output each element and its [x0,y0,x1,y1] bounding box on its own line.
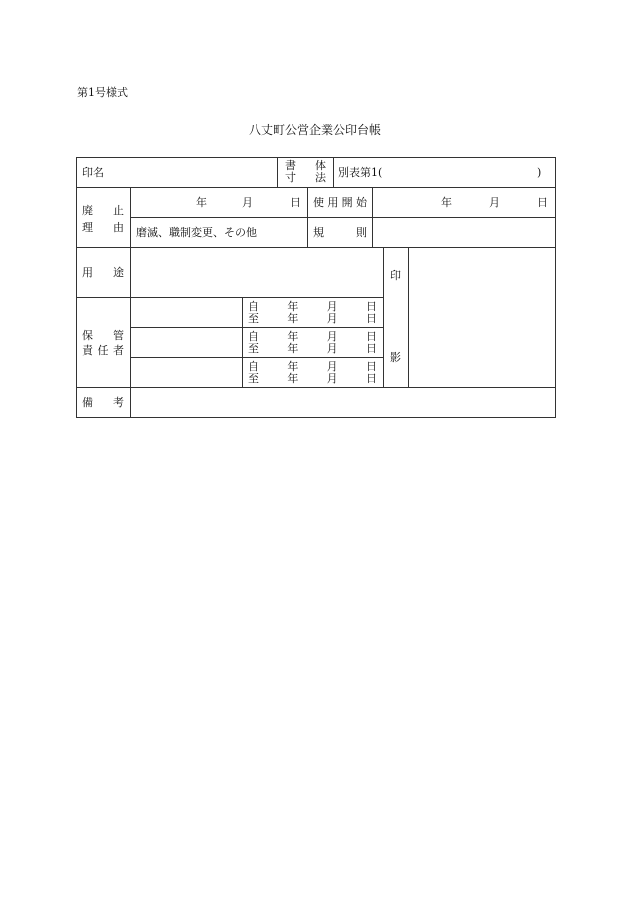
term-char: 月 [326,360,338,373]
start-day: 日 [537,196,548,209]
imprint-label-top: 印 [390,269,401,282]
term-char: 自 [248,330,259,343]
label-char: 開 [341,196,353,209]
start-use-label [313,197,367,208]
abolition-month: 月 [242,196,253,209]
remarks-label [82,397,124,408]
term-char: 日 [365,312,377,325]
start-month: 月 [489,196,500,209]
page-title: 八丈町公営企業公印台帳 [249,123,382,137]
label-char: 任 [97,344,109,357]
label-char: 責 [82,344,93,357]
usage-label [82,267,124,278]
label-char: 理 [82,221,93,234]
label-char: 書 [285,159,296,172]
label-char: 体 [315,159,326,172]
term-char: 年 [287,300,299,313]
term-to [248,313,377,324]
term-char: 年 [287,360,299,373]
term-char: 至 [248,372,259,385]
term-char: 月 [326,300,338,313]
size-value: 別表第1( [338,166,383,179]
label-char: 用 [82,266,93,279]
label-char: 止 [113,204,124,217]
label-char: 者 [113,344,124,357]
form-number: 第1号様式 [77,86,128,99]
label-char: 規 [313,226,324,239]
rule-label [313,227,367,238]
term-char: 月 [326,330,338,343]
term-from [248,331,377,342]
label-char: 廃 [82,204,93,217]
label-char: 法 [315,171,326,184]
abolition-reason: 磨滅、職制変更、その他 [136,226,257,239]
term-char: 年 [287,342,299,355]
term-char: 日 [365,360,377,373]
term-char: 月 [326,372,338,385]
abolition-label-bottom [82,222,124,233]
size-value-close: ) [537,166,542,179]
label-char: 用 [327,196,339,209]
term-char: 月 [326,342,338,355]
term-char: 至 [248,312,259,325]
term-to [248,373,377,384]
custodian-label-top [82,330,124,341]
size-label-bottom [285,172,326,183]
label-char: 途 [113,266,124,279]
term-char: 年 [287,312,299,325]
term-char: 至 [248,342,259,355]
abolition-label-top [82,205,124,216]
start-year: 年 [441,196,452,209]
term-from [248,301,377,312]
label-char: 則 [356,226,367,239]
size-label-top [285,160,326,171]
term-char: 自 [248,300,259,313]
abolition-year: 年 [196,196,207,209]
term-char: 日 [365,342,377,355]
seal-name-label: 印名 [82,166,104,179]
term-char: 年 [287,372,299,385]
label-char: 考 [113,396,124,409]
term-char: 日 [365,372,377,385]
term-char: 日 [365,300,377,313]
term-to [248,343,377,354]
term-char: 自 [248,360,259,373]
abolition-day: 日 [290,196,301,209]
label-char: 使 [313,196,324,209]
label-char: 管 [113,329,124,342]
label-char: 備 [82,396,93,409]
custodian-label-bottom [82,345,124,356]
term-char: 日 [365,330,377,343]
term-char: 年 [287,330,299,343]
term-char: 月 [326,312,338,325]
label-char: 由 [113,221,124,234]
imprint-label-bottom: 影 [390,351,401,364]
label-char: 保 [82,329,93,342]
label-char: 寸 [285,171,296,184]
label-char: 始 [355,196,367,209]
term-from [248,361,377,372]
